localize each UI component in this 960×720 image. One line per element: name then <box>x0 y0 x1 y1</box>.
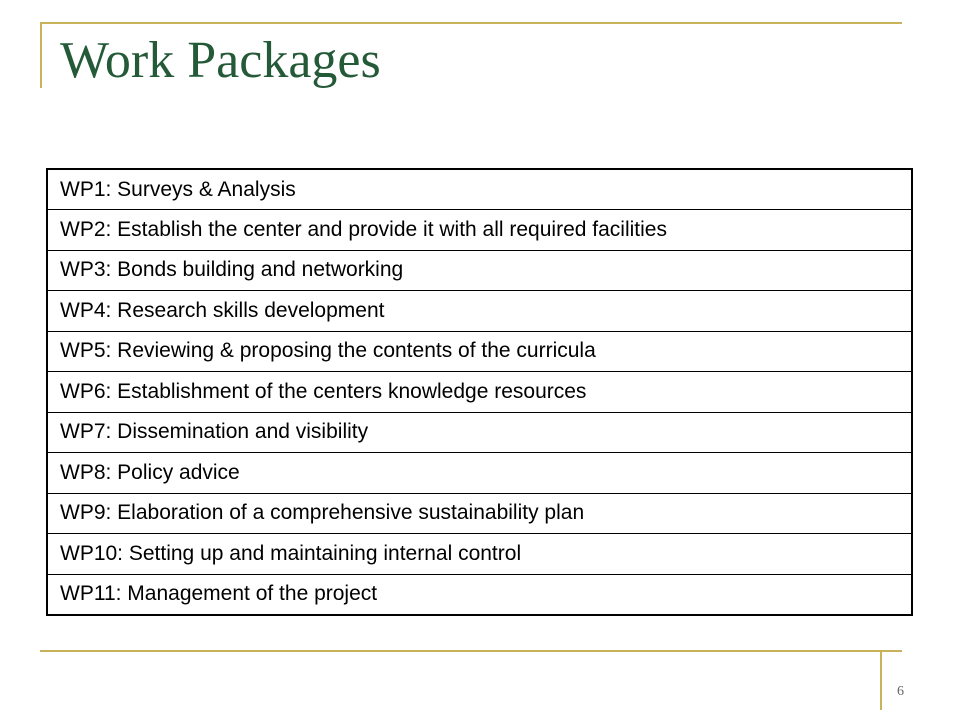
left-accent-line <box>40 22 42 88</box>
work-package-cell: WP5: Reviewing & proposing the contents of the curricula <box>47 331 912 372</box>
table-row <box>47 574 912 615</box>
table-row <box>47 291 912 332</box>
work-package-cell: WP7: Dissemination and visibility <box>47 412 912 453</box>
table-row <box>47 534 912 575</box>
top-divider-line <box>40 22 902 24</box>
work-package-cell: WP4: Research skills development <box>47 291 912 332</box>
work-package-cell: WP11: Management of the project <box>47 574 912 615</box>
work-package-cell: WP6: Establishment of the centers knowledge resources <box>47 372 912 413</box>
page-number: 6 <box>897 684 904 699</box>
table-row <box>47 372 912 413</box>
table-row <box>47 210 912 251</box>
work-package-cell: WP3: Bonds building and networking <box>47 250 912 291</box>
table-row <box>47 331 912 372</box>
bottom-divider-line <box>40 650 902 652</box>
table-row <box>47 250 912 291</box>
slide-title: Work Packages <box>60 32 381 89</box>
table-row <box>47 412 912 453</box>
work-package-cell: WP2: Establish the center and provide it with all required facilities <box>47 210 912 251</box>
work-package-cell: WP9: Elaboration of a comprehensive sustainability plan <box>47 493 912 534</box>
work-package-cell: WP10: Setting up and maintaining internal control <box>47 534 912 575</box>
table-row <box>47 453 912 494</box>
table-row <box>47 493 912 534</box>
work-package-cell: WP8: Policy advice <box>47 453 912 494</box>
table-row <box>47 169 912 210</box>
work-package-cell: WP1: Surveys & Analysis <box>47 169 912 210</box>
footer-accent-line <box>880 650 882 710</box>
work-packages-table <box>46 168 913 616</box>
